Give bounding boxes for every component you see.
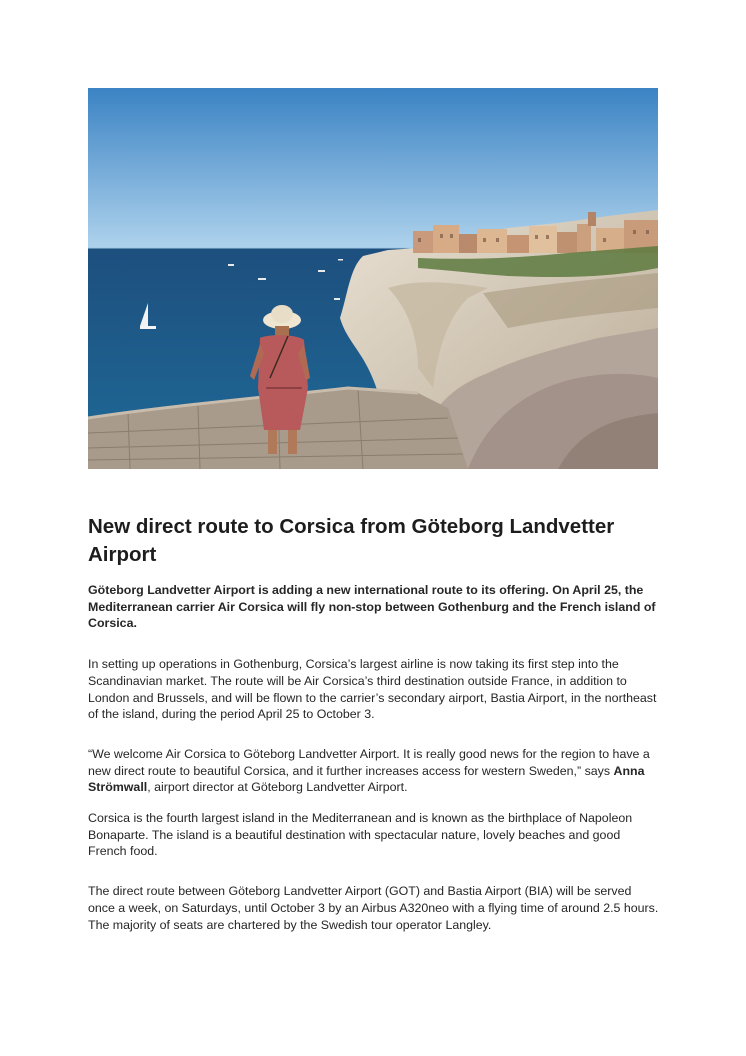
article-lead: Göteborg Landvetter Airport is adding a new international route to its offering. On April 25, the Mediterranean carrier Air Corsica will fly non-stop between Gothenburg and the French island of Corsica.	[88, 583, 656, 631]
paragraph-operations: In setting up operations in Gothenburg, Corsica’s largest airline is now taking its first step into the Scandinavian market. The route will be Air Corsica’s third destination outside France, in addition to London and Brussels, and will be flown to the carrier’s secondary airport, Bastia Airport, in the northeast of the island, during the period April 25 to October 3.	[88, 657, 657, 722]
hero-photo-corsica-cliffs	[88, 88, 658, 469]
paragraph-route-details: The direct route between Göteborg Landvetter Airport (GOT) and Bastia Airport (BIA) will be served once a week, on Saturdays, until October 3 by an Airbus A320neo with a flying time of around 2.5 hours. The majority of seats are chartered by the Swedish tour operator Langley.	[88, 884, 659, 932]
article-body	[88, 513, 660, 956]
quote-says: says	[584, 763, 611, 778]
quote-paragraph	[88, 746, 660, 796]
quote-speaker-name: Anna Strömwall	[88, 763, 645, 795]
paragraph-corsica: Corsica is the fourth largest island in the Mediterranean and is known as the birthplace of Napoleon Bonaparte. The island is a beautiful destination with spectacular nature, lovely beaches and good French food.	[88, 811, 633, 859]
article-headline: New direct route to Corsica from Göteborg Landvetter Airport	[88, 515, 615, 566]
quote-text: “We welcome Air Corsica to Göteborg Landvetter Airport. It is really good news for the region to have a new direct route to beautiful Corsica, and it further increases access for western Sweden,”	[88, 746, 650, 778]
quote-speaker-role: , airport director at Göteborg Landvetter Airport.	[147, 780, 408, 795]
